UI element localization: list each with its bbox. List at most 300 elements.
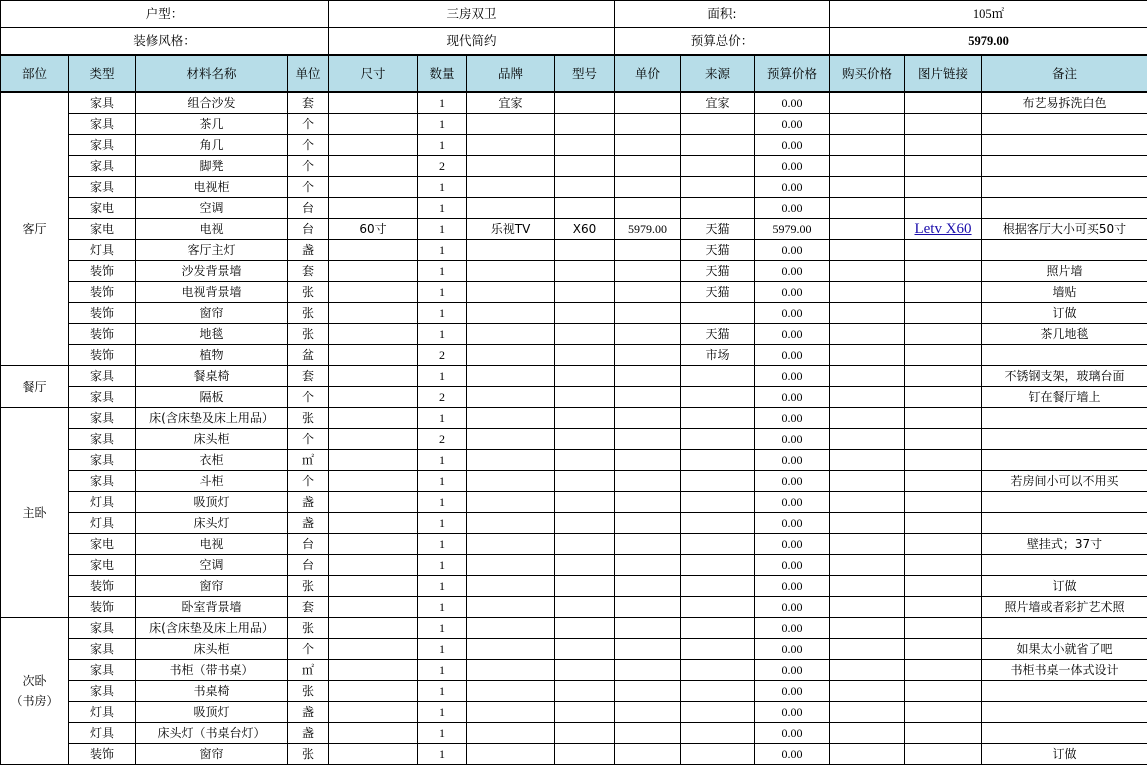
budget-price-cell[interactable]: 0.00 (755, 177, 830, 198)
quantity-cell[interactable]: 1 (418, 492, 467, 513)
brand-cell[interactable] (467, 114, 555, 135)
remarks-cell[interactable] (982, 723, 1147, 744)
remarks-cell[interactable] (982, 618, 1147, 639)
quantity-cell[interactable]: 2 (418, 387, 467, 408)
model-cell[interactable] (555, 681, 615, 702)
budget-price-cell[interactable]: 0.00 (755, 660, 830, 681)
room-cell[interactable]: 次卧 （书房） (1, 618, 69, 765)
remarks-cell[interactable] (982, 135, 1147, 156)
quantity-cell[interactable]: 1 (418, 282, 467, 303)
quantity-cell[interactable]: 1 (418, 198, 467, 219)
remarks-cell[interactable]: 根据客厅大小可买50寸 (982, 219, 1147, 240)
unit-cell[interactable]: 台 (288, 198, 329, 219)
remarks-cell[interactable] (982, 240, 1147, 261)
type-cell[interactable]: 装饰 (69, 576, 136, 597)
image-link-cell[interactable] (905, 135, 982, 156)
type-cell[interactable]: 装饰 (69, 597, 136, 618)
purchase-price-cell[interactable] (830, 429, 905, 450)
budget-price-cell[interactable]: 0.00 (755, 429, 830, 450)
purchase-price-cell[interactable] (830, 324, 905, 345)
type-cell[interactable]: 装饰 (69, 282, 136, 303)
purchase-price-cell[interactable] (830, 534, 905, 555)
source-cell[interactable] (681, 555, 755, 576)
purchase-price-cell[interactable] (830, 492, 905, 513)
brand-cell[interactable] (467, 345, 555, 366)
source-cell[interactable] (681, 114, 755, 135)
budget-price-cell[interactable]: 0.00 (755, 744, 830, 765)
budget-price-cell[interactable]: 0.00 (755, 618, 830, 639)
quantity-cell[interactable]: 2 (418, 156, 467, 177)
budget-price-cell[interactable]: 0.00 (755, 492, 830, 513)
budget-price-cell[interactable]: 0.00 (755, 597, 830, 618)
budget-price-cell[interactable]: 0.00 (755, 471, 830, 492)
purchase-price-cell[interactable] (830, 618, 905, 639)
material-name-cell[interactable]: 窗帘 (136, 303, 288, 324)
quantity-cell[interactable]: 1 (418, 114, 467, 135)
brand-cell[interactable] (467, 240, 555, 261)
image-link-cell[interactable] (905, 387, 982, 408)
source-cell[interactable] (681, 471, 755, 492)
model-cell[interactable] (555, 282, 615, 303)
image-link-cell[interactable] (905, 324, 982, 345)
material-name-cell[interactable]: 窗帘 (136, 744, 288, 765)
image-link-cell[interactable] (905, 681, 982, 702)
budget-price-cell[interactable]: 0.00 (755, 240, 830, 261)
source-cell[interactable]: 市场 (681, 345, 755, 366)
source-cell[interactable] (681, 618, 755, 639)
image-link-cell[interactable] (905, 92, 982, 114)
remarks-cell[interactable] (982, 555, 1147, 576)
material-name-cell[interactable]: 电视背景墙 (136, 282, 288, 303)
unit-cell[interactable]: 个 (288, 156, 329, 177)
type-cell[interactable]: 家具 (69, 429, 136, 450)
brand-cell[interactable] (467, 492, 555, 513)
purchase-price-cell[interactable] (830, 92, 905, 114)
budget-price-cell[interactable]: 0.00 (755, 576, 830, 597)
unit-cell[interactable]: 盏 (288, 240, 329, 261)
brand-cell[interactable] (467, 135, 555, 156)
unit-cell[interactable]: 个 (288, 177, 329, 198)
type-cell[interactable]: 家具 (69, 681, 136, 702)
source-cell[interactable] (681, 492, 755, 513)
remarks-cell[interactable] (982, 513, 1147, 534)
type-cell[interactable]: 灯具 (69, 513, 136, 534)
image-link-cell[interactable] (905, 450, 982, 471)
unit-price-cell[interactable] (615, 702, 681, 723)
remarks-cell[interactable] (982, 681, 1147, 702)
budget-total-value[interactable]: 5979.00 (830, 28, 1147, 56)
purchase-price-cell[interactable] (830, 282, 905, 303)
budget-price-cell[interactable]: 0.00 (755, 198, 830, 219)
image-link-cell[interactable] (905, 618, 982, 639)
size-cell[interactable] (329, 261, 418, 282)
brand-cell[interactable] (467, 534, 555, 555)
unit-cell[interactable]: 台 (288, 555, 329, 576)
image-link-cell[interactable] (905, 471, 982, 492)
area-value[interactable]: 105㎡ (830, 1, 1147, 28)
size-cell[interactable]: 60寸 (329, 219, 418, 240)
quantity-cell[interactable]: 1 (418, 660, 467, 681)
type-cell[interactable]: 装饰 (69, 324, 136, 345)
unit-cell[interactable]: 盏 (288, 723, 329, 744)
image-link-cell[interactable] (905, 702, 982, 723)
source-cell[interactable]: 宜家 (681, 92, 755, 114)
remarks-cell[interactable]: 照片墙或者彩扩艺术照 (982, 597, 1147, 618)
image-link-cell[interactable] (905, 429, 982, 450)
brand-cell[interactable] (467, 303, 555, 324)
unit-cell[interactable]: 台 (288, 534, 329, 555)
budget-price-cell[interactable]: 0.00 (755, 345, 830, 366)
source-cell[interactable] (681, 135, 755, 156)
unit-cell[interactable]: 个 (288, 471, 329, 492)
quantity-cell[interactable]: 2 (418, 429, 467, 450)
purchase-price-cell[interactable] (830, 702, 905, 723)
purchase-price-cell[interactable] (830, 219, 905, 240)
size-cell[interactable] (329, 723, 418, 744)
image-link-cell[interactable] (905, 534, 982, 555)
model-cell[interactable] (555, 597, 615, 618)
model-cell[interactable]: X60 (555, 219, 615, 240)
brand-cell[interactable] (467, 660, 555, 681)
purchase-price-cell[interactable] (830, 744, 905, 765)
material-name-cell[interactable]: 地毯 (136, 324, 288, 345)
budget-price-cell[interactable]: 0.00 (755, 534, 830, 555)
unit-price-cell[interactable] (615, 345, 681, 366)
size-cell[interactable] (329, 177, 418, 198)
source-cell[interactable] (681, 744, 755, 765)
source-cell[interactable] (681, 723, 755, 744)
size-cell[interactable] (329, 114, 418, 135)
material-name-cell[interactable]: 脚凳 (136, 156, 288, 177)
material-name-cell[interactable]: 卧室背景墙 (136, 597, 288, 618)
model-cell[interactable] (555, 723, 615, 744)
model-cell[interactable] (555, 135, 615, 156)
size-cell[interactable] (329, 471, 418, 492)
remarks-cell[interactable]: 壁挂式；37寸 (982, 534, 1147, 555)
image-link-cell[interactable] (905, 555, 982, 576)
quantity-cell[interactable]: 1 (418, 366, 467, 387)
purchase-price-cell[interactable] (830, 576, 905, 597)
unit-cell[interactable]: 张 (288, 408, 329, 429)
unit-cell[interactable]: 盏 (288, 702, 329, 723)
remarks-cell[interactable] (982, 156, 1147, 177)
purchase-price-cell[interactable] (830, 240, 905, 261)
purchase-price-cell[interactable] (830, 366, 905, 387)
remarks-cell[interactable]: 如果太小就省了吧 (982, 639, 1147, 660)
purchase-price-cell[interactable] (830, 261, 905, 282)
size-cell[interactable] (329, 555, 418, 576)
purchase-price-cell[interactable] (830, 114, 905, 135)
brand-cell[interactable] (467, 723, 555, 744)
remarks-cell[interactable] (982, 408, 1147, 429)
budget-price-cell[interactable]: 0.00 (755, 681, 830, 702)
image-link-cell[interactable] (905, 219, 982, 240)
source-cell[interactable] (681, 177, 755, 198)
type-cell[interactable]: 家具 (69, 114, 136, 135)
unit-cell[interactable]: 套 (288, 366, 329, 387)
model-cell[interactable] (555, 450, 615, 471)
unit-price-cell[interactable] (615, 513, 681, 534)
model-cell[interactable] (555, 618, 615, 639)
type-cell[interactable]: 装饰 (69, 345, 136, 366)
brand-cell[interactable] (467, 639, 555, 660)
size-cell[interactable] (329, 345, 418, 366)
brand-cell[interactable] (467, 408, 555, 429)
material-name-cell[interactable]: 床头灯 (136, 513, 288, 534)
unit-cell[interactable]: ㎡ (288, 660, 329, 681)
remarks-cell[interactable]: 订做 (982, 576, 1147, 597)
source-cell[interactable] (681, 702, 755, 723)
unit-cell[interactable]: 盏 (288, 492, 329, 513)
material-name-cell[interactable]: 书桌椅 (136, 681, 288, 702)
material-name-cell[interactable]: 电视 (136, 219, 288, 240)
unit-cell[interactable]: 张 (288, 282, 329, 303)
material-name-cell[interactable]: 吸顶灯 (136, 492, 288, 513)
source-cell[interactable]: 天猫 (681, 324, 755, 345)
model-cell[interactable] (555, 324, 615, 345)
model-cell[interactable] (555, 303, 615, 324)
unit-price-cell[interactable] (615, 450, 681, 471)
unit-price-cell[interactable] (615, 282, 681, 303)
source-cell[interactable] (681, 450, 755, 471)
material-name-cell[interactable]: 床(含床垫及床上用品） (136, 408, 288, 429)
material-name-cell[interactable]: 斗柜 (136, 471, 288, 492)
budget-price-cell[interactable]: 0.00 (755, 92, 830, 114)
source-cell[interactable] (681, 156, 755, 177)
size-cell[interactable] (329, 597, 418, 618)
budget-price-cell[interactable]: 0.00 (755, 366, 830, 387)
model-cell[interactable] (555, 660, 615, 681)
budget-price-cell[interactable]: 0.00 (755, 303, 830, 324)
unit-price-cell[interactable] (615, 114, 681, 135)
source-cell[interactable]: 天猫 (681, 219, 755, 240)
image-link[interactable]: Letv X60 (914, 221, 972, 237)
budget-price-cell[interactable]: 0.00 (755, 282, 830, 303)
unit-price-cell[interactable] (615, 618, 681, 639)
unit-cell[interactable]: 盆 (288, 345, 329, 366)
room-cell[interactable]: 客厅 (1, 92, 69, 366)
quantity-cell[interactable]: 1 (418, 240, 467, 261)
quantity-cell[interactable]: 1 (418, 450, 467, 471)
unit-price-cell[interactable] (615, 492, 681, 513)
image-link-cell[interactable] (905, 492, 982, 513)
type-cell[interactable]: 灯具 (69, 702, 136, 723)
unit-price-cell[interactable] (615, 471, 681, 492)
purchase-price-cell[interactable] (830, 639, 905, 660)
remarks-cell[interactable]: 钉在餐厅墙上 (982, 387, 1147, 408)
brand-cell[interactable]: 宜家 (467, 92, 555, 114)
quantity-cell[interactable]: 1 (418, 723, 467, 744)
type-cell[interactable]: 装饰 (69, 744, 136, 765)
model-cell[interactable] (555, 345, 615, 366)
source-cell[interactable] (681, 366, 755, 387)
image-link-cell[interactable] (905, 723, 982, 744)
quantity-cell[interactable]: 1 (418, 744, 467, 765)
model-cell[interactable] (555, 555, 615, 576)
budget-price-cell[interactable]: 0.00 (755, 261, 830, 282)
size-cell[interactable] (329, 639, 418, 660)
unit-price-cell[interactable] (615, 177, 681, 198)
brand-cell[interactable] (467, 744, 555, 765)
image-link-cell[interactable] (905, 660, 982, 681)
type-cell[interactable]: 家电 (69, 198, 136, 219)
quantity-cell[interactable]: 1 (418, 177, 467, 198)
purchase-price-cell[interactable] (830, 345, 905, 366)
size-cell[interactable] (329, 513, 418, 534)
image-link-cell[interactable] (905, 345, 982, 366)
size-cell[interactable] (329, 618, 418, 639)
size-cell[interactable] (329, 198, 418, 219)
source-cell[interactable] (681, 576, 755, 597)
unit-cell[interactable]: ㎡ (288, 450, 329, 471)
brand-cell[interactable] (467, 576, 555, 597)
source-cell[interactable]: 天猫 (681, 240, 755, 261)
purchase-price-cell[interactable] (830, 156, 905, 177)
source-cell[interactable] (681, 408, 755, 429)
unit-price-cell[interactable] (615, 597, 681, 618)
material-name-cell[interactable]: 床头柜 (136, 639, 288, 660)
material-name-cell[interactable]: 床头柜 (136, 429, 288, 450)
unit-price-cell[interactable] (615, 534, 681, 555)
image-link-cell[interactable] (905, 282, 982, 303)
source-cell[interactable] (681, 303, 755, 324)
purchase-price-cell[interactable] (830, 660, 905, 681)
unit-cell[interactable]: 套 (288, 261, 329, 282)
model-cell[interactable] (555, 198, 615, 219)
purchase-price-cell[interactable] (830, 513, 905, 534)
brand-cell[interactable]: 乐视TV (467, 219, 555, 240)
size-cell[interactable] (329, 681, 418, 702)
unit-cell[interactable]: 张 (288, 303, 329, 324)
size-cell[interactable] (329, 240, 418, 261)
unit-cell[interactable]: 个 (288, 639, 329, 660)
purchase-price-cell[interactable] (830, 387, 905, 408)
remarks-cell[interactable]: 订做 (982, 744, 1147, 765)
model-cell[interactable] (555, 387, 615, 408)
quantity-cell[interactable]: 1 (418, 471, 467, 492)
unit-price-cell[interactable] (615, 660, 681, 681)
material-name-cell[interactable]: 沙发背景墙 (136, 261, 288, 282)
purchase-price-cell[interactable] (830, 408, 905, 429)
brand-cell[interactable] (467, 156, 555, 177)
type-cell[interactable]: 家具 (69, 92, 136, 114)
unit-price-cell[interactable] (615, 135, 681, 156)
type-cell[interactable]: 家具 (69, 660, 136, 681)
type-cell[interactable]: 家具 (69, 366, 136, 387)
quantity-cell[interactable]: 1 (418, 555, 467, 576)
quantity-cell[interactable]: 1 (418, 219, 467, 240)
material-name-cell[interactable]: 电视 (136, 534, 288, 555)
brand-cell[interactable] (467, 177, 555, 198)
unit-cell[interactable]: 个 (288, 135, 329, 156)
image-link-cell[interactable] (905, 639, 982, 660)
size-cell[interactable] (329, 387, 418, 408)
purchase-price-cell[interactable] (830, 597, 905, 618)
purchase-price-cell[interactable] (830, 450, 905, 471)
brand-cell[interactable] (467, 471, 555, 492)
remarks-cell[interactable] (982, 198, 1147, 219)
unit-price-cell[interactable] (615, 429, 681, 450)
source-cell[interactable] (681, 660, 755, 681)
unit-price-cell[interactable] (615, 240, 681, 261)
image-link-cell[interactable] (905, 366, 982, 387)
image-link-cell[interactable] (905, 198, 982, 219)
material-name-cell[interactable]: 空调 (136, 555, 288, 576)
source-cell[interactable] (681, 597, 755, 618)
type-cell[interactable]: 家具 (69, 135, 136, 156)
room-cell[interactable]: 主卧 (1, 408, 69, 618)
remarks-cell[interactable]: 布艺易拆洗白色 (982, 92, 1147, 114)
quantity-cell[interactable]: 1 (418, 513, 467, 534)
brand-cell[interactable] (467, 702, 555, 723)
brand-cell[interactable] (467, 450, 555, 471)
image-link-cell[interactable] (905, 597, 982, 618)
size-cell[interactable] (329, 324, 418, 345)
unit-price-cell[interactable] (615, 723, 681, 744)
size-cell[interactable] (329, 156, 418, 177)
size-cell[interactable] (329, 534, 418, 555)
model-cell[interactable] (555, 92, 615, 114)
model-cell[interactable] (555, 261, 615, 282)
quantity-cell[interactable]: 1 (418, 303, 467, 324)
budget-price-cell[interactable]: 0.00 (755, 324, 830, 345)
budget-price-cell[interactable]: 0.00 (755, 702, 830, 723)
type-cell[interactable]: 灯具 (69, 723, 136, 744)
image-link-cell[interactable] (905, 576, 982, 597)
remarks-cell[interactable]: 订做 (982, 303, 1147, 324)
quantity-cell[interactable]: 1 (418, 135, 467, 156)
unit-price-cell[interactable] (615, 156, 681, 177)
brand-cell[interactable] (467, 366, 555, 387)
material-name-cell[interactable]: 窗帘 (136, 576, 288, 597)
size-cell[interactable] (329, 429, 418, 450)
material-name-cell[interactable]: 茶几 (136, 114, 288, 135)
source-cell[interactable] (681, 681, 755, 702)
unit-price-cell[interactable]: 5979.00 (615, 219, 681, 240)
brand-cell[interactable] (467, 429, 555, 450)
unit-price-cell[interactable] (615, 681, 681, 702)
source-cell[interactable] (681, 429, 755, 450)
type-cell[interactable]: 家具 (69, 618, 136, 639)
brand-cell[interactable] (467, 513, 555, 534)
size-cell[interactable] (329, 303, 418, 324)
model-cell[interactable] (555, 177, 615, 198)
remarks-cell[interactable]: 茶几地毯 (982, 324, 1147, 345)
brand-cell[interactable] (467, 282, 555, 303)
unit-cell[interactable]: 台 (288, 219, 329, 240)
image-link-cell[interactable] (905, 744, 982, 765)
type-cell[interactable]: 灯具 (69, 492, 136, 513)
purchase-price-cell[interactable] (830, 177, 905, 198)
brand-cell[interactable] (467, 198, 555, 219)
purchase-price-cell[interactable] (830, 681, 905, 702)
house-type-value[interactable]: 三房双卫 (329, 1, 615, 28)
type-cell[interactable]: 装饰 (69, 261, 136, 282)
source-cell[interactable] (681, 198, 755, 219)
size-cell[interactable] (329, 366, 418, 387)
material-name-cell[interactable]: 书柜（带书桌） (136, 660, 288, 681)
material-name-cell[interactable]: 电视柜 (136, 177, 288, 198)
unit-cell[interactable]: 张 (288, 324, 329, 345)
model-cell[interactable] (555, 366, 615, 387)
budget-price-cell[interactable]: 0.00 (755, 450, 830, 471)
source-cell[interactable] (681, 534, 755, 555)
source-cell[interactable] (681, 387, 755, 408)
remarks-cell[interactable] (982, 429, 1147, 450)
brand-cell[interactable] (467, 618, 555, 639)
type-cell[interactable]: 家具 (69, 471, 136, 492)
quantity-cell[interactable]: 1 (418, 597, 467, 618)
